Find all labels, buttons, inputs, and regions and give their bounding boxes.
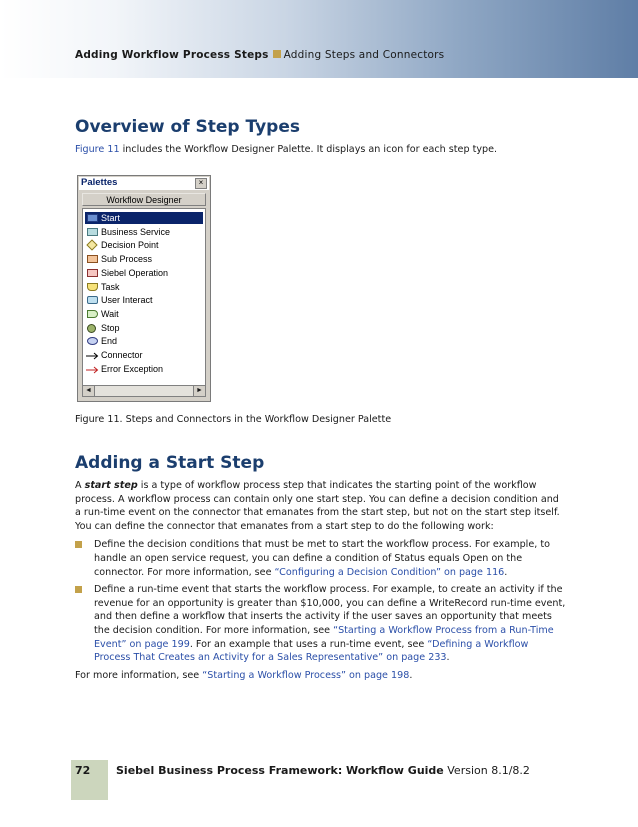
- palette-item-label: Decision Point: [101, 240, 159, 251]
- stop-icon: [87, 324, 96, 333]
- more-info-text: For more information, see: [75, 669, 203, 681]
- palette-item-connector[interactable]: [85, 349, 203, 361]
- palette-item-label: Error Exception: [101, 363, 164, 374]
- task-icon: [87, 283, 98, 291]
- more-info-end: .: [409, 669, 413, 681]
- starting-workflow-link[interactable]: “Starting a Workflow Process” on page 198: [202, 669, 410, 681]
- palette-item-wait[interactable]: [85, 308, 203, 320]
- start-step-bullets: [75, 538, 567, 664]
- footer-title: [116, 764, 530, 777]
- horizontal-scrollbar[interactable]: [82, 385, 206, 397]
- start-step-heading: Adding a Start Step: [75, 453, 265, 473]
- sales-rep-activity-link[interactable]: “Defining a Workflow Process That Creates an Activity for a Sales Representative” on page 233: [94, 638, 529, 664]
- scroll-left-icon[interactable]: ◄: [83, 386, 95, 396]
- error-exception-icon: [86, 365, 99, 373]
- header-section: Adding Steps and Connectors: [283, 49, 445, 61]
- bullet-2-end: .: [446, 652, 450, 664]
- header-chapter: Adding Workflow Process Steps: [75, 49, 269, 61]
- footer-version: Version 8.1/8.2: [443, 764, 530, 777]
- connector-icon: [86, 351, 99, 359]
- palette-item-label: Stop: [101, 322, 120, 333]
- sub-process-icon: [87, 255, 98, 263]
- palette-item-siebel-operation[interactable]: [85, 267, 203, 279]
- scroll-right-icon[interactable]: ►: [193, 386, 205, 396]
- business-service-icon: [87, 228, 98, 236]
- palette-item-task[interactable]: [85, 281, 203, 293]
- close-icon[interactable]: ×: [195, 178, 207, 189]
- page-number: 72: [75, 764, 91, 777]
- palette-window: [77, 175, 211, 402]
- p1-lead: A: [75, 480, 85, 491]
- bullet-1-text: Define the decision conditions that must be met to start the workflow process. For example, to handle an open service request, you can define a condition of Status equals Open on the connector. For more information, see: [94, 539, 550, 578]
- p1-text: is a type of workflow process step that indicates the starting point of the workflow process. A workflow process can contain only one start step. You can define a decision condition and a run-time event on the connector that emanates from the start step, but not on the start step itself. You can define the connector that emanates from a start step to do the following work:: [75, 480, 560, 532]
- palette-item-label: Wait: [101, 308, 119, 319]
- palette-item-error-exception[interactable]: [85, 363, 203, 375]
- start-step-paragraph: [75, 479, 567, 533]
- overview-intro: [75, 143, 567, 157]
- run-time-event-link[interactable]: “Starting a Workflow Process from a Run-Time Event” on page 199: [94, 624, 554, 650]
- overview-heading: Overview of Step Types: [75, 117, 300, 137]
- figure-caption: Figure 11. Steps and Connectors in the Workflow Designer Palette: [75, 414, 392, 425]
- palette-item-label: End: [101, 336, 118, 347]
- more-info-paragraph: [75, 669, 567, 683]
- palette-item-end[interactable]: [85, 335, 203, 347]
- palette-item-user-interact[interactable]: [85, 294, 203, 306]
- palette-title: Palettes: [81, 177, 118, 188]
- end-icon: [87, 337, 98, 345]
- bullet-2-mid: . For an example that uses a run-time event, see: [189, 638, 428, 650]
- bullet-2-text: Define a run-time event that starts the workflow process. For example, to create an activity if the revenue for an opportunity is greater than $10,000, you can define a WriteRecord run-time event, and then define a workflow that inserts the activity if the user saves an opportunity that meets the decision condition. For more information, see: [94, 584, 566, 636]
- start-step-body: [75, 479, 567, 682]
- palette-item-label: Task: [101, 281, 120, 292]
- palette-group-workflow-designer[interactable]: Workflow Designer: [82, 193, 206, 206]
- palette-title-bar: [79, 177, 209, 190]
- palette-item-label: Siebel Operation: [101, 267, 169, 278]
- list-item: [75, 583, 567, 665]
- palette-item-label: Business Service: [101, 226, 171, 237]
- bullet-1-end: .: [504, 566, 508, 578]
- palette-item-label: Start: [101, 213, 121, 223]
- palette-item-business-service[interactable]: [85, 226, 203, 238]
- footer-guide-title: Siebel Business Process Framework: Workflow Guide: [116, 764, 444, 777]
- palette-item-stop[interactable]: [85, 322, 203, 334]
- wait-icon: [87, 310, 98, 318]
- user-interact-icon: [87, 296, 98, 304]
- palette-item-decision-point[interactable]: [85, 239, 203, 251]
- decision-point-icon: [86, 240, 97, 251]
- palette-item-start[interactable]: [85, 212, 203, 224]
- palette-item-label: Sub Process: [101, 254, 153, 265]
- header-separator-icon: [273, 50, 281, 58]
- figure-11-link[interactable]: Figure 11: [75, 144, 120, 155]
- list-item: [75, 538, 567, 579]
- running-header: [75, 49, 444, 61]
- palette-item-sub-process[interactable]: [85, 253, 203, 265]
- decision-condition-link[interactable]: “Configuring a Decision Condition” on page 116: [274, 566, 505, 578]
- siebel-operation-icon: [87, 269, 98, 277]
- palette-item-label: Connector: [101, 350, 143, 360]
- start-step-term: start step: [84, 480, 138, 491]
- overview-intro-text: includes the Workflow Designer Palette. It displays an icon for each step type.: [119, 144, 498, 155]
- palette-item-label: User Interact: [101, 295, 153, 306]
- start-icon: [87, 214, 98, 222]
- header-band: [0, 0, 638, 78]
- palette-list: [82, 208, 206, 386]
